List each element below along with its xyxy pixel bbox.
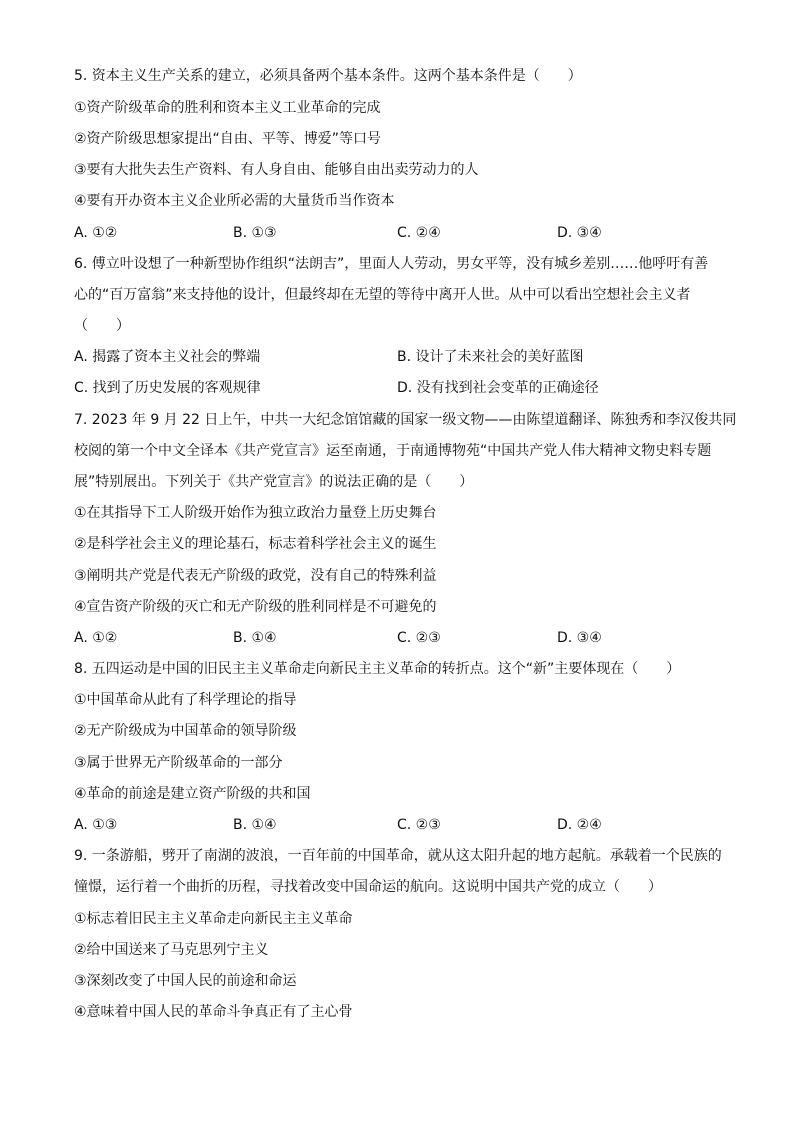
- question-7-option-c: C. ②③: [397, 630, 441, 646]
- question-9-stem-line-1: 9. 一条游船，劈开了南湖的波浪，一百年前的中国革命，就从这太阳升起的地方起航。承载着一个民族的: [74, 848, 722, 864]
- question-8-statement-4: ④革命的前途是建立资产阶级的共和国: [74, 786, 311, 802]
- question-6-stem-line-2: 心的“百万富翁”来支持他的设计，但最终却在无望的等待中离开人世。从中可以看出空想社会主义者: [74, 287, 691, 303]
- question-6-option-d: D. 没有找到社会变革的正确途径: [397, 380, 599, 396]
- question-6-stem-line-3: （ ）: [74, 318, 130, 334]
- question-7-option-b: B. ①④: [233, 630, 277, 646]
- question-9-stem-line-2: 憧憬，运行着一个曲折的历程，寻找着改变中国命运的航向。这说明中国共产党的成立（ ）: [74, 879, 662, 895]
- question-7-option-d: D. ③④: [557, 630, 602, 646]
- question-7-statement-1: ①在其指导下工人阶级开始作为独立政治力量登上历史舞台: [74, 505, 437, 521]
- question-5-option-c: C. ②④: [397, 225, 441, 241]
- question-7-statement-3: ③阐明共产党是代表无产阶级的政党，没有自己的特殊利益: [74, 568, 437, 584]
- question-9-statement-1: ①标志着旧民主主义革命走向新民主主义革命: [74, 911, 353, 927]
- question-8-statement-1: ①中国革命从此有了科学理论的指导: [74, 692, 297, 708]
- question-8-option-a: A. ①③: [74, 817, 118, 833]
- question-8-option-d: D. ②④: [557, 817, 602, 833]
- question-5-option-a: A. ①②: [74, 225, 118, 241]
- question-7-stem-line-1: 7. 2023 年 9 月 22 日上午，中共一大纪念馆馆藏的国家一级文物——由陈望道翻译、陈独秀和李汉俊共同: [74, 412, 737, 428]
- question-8-stem: 8. 五四运动是中国的旧民主主义革命走向新民主主义革命的转折点。这个“新”主要体现在（ ）: [74, 661, 681, 677]
- question-7-statement-2: ②是科学社会主义的理论基石，标志着科学社会主义的诞生: [74, 536, 437, 552]
- question-6-option-a: A. 揭露了资本主义社会的弊端: [74, 349, 261, 365]
- question-5-stem: 5. 资本主义生产关系的建立，必须具备两个基本条件。这两个基本条件是（ ）: [74, 68, 582, 84]
- question-5-statement-2: ②资产阶级思想家提出“自由、平等、博爱”等口号: [74, 131, 382, 147]
- question-5-statement-1: ①资产阶级革命的胜利和资本主义工业革命的完成: [74, 100, 381, 116]
- question-6-stem-line-1: 6. 傅立叶设想了一种新型协作组织“法朗吉”，里面人人劳动，男女平等，没有城乡差别……他呼吁有善: [74, 256, 709, 272]
- question-5-statement-4: ④要有开办资本主义企业所必需的大量货币当作资本: [74, 193, 395, 209]
- question-5-statement-3: ③要有大批失去生产资料、有人身自由、能够自由出卖劳动力的人: [74, 162, 479, 178]
- question-8-option-b: B. ①④: [233, 817, 277, 833]
- question-6-option-b: B. 设计了未来社会的美好蓝图: [397, 349, 584, 365]
- question-7-option-a: A. ①②: [74, 630, 118, 646]
- question-8-statement-3: ③属于世界无产阶级革命的一部分: [74, 755, 283, 771]
- question-9-statement-2: ②给中国送来了马克思列宁主义: [74, 942, 269, 958]
- question-9-statement-4: ④意味着中国人民的革命斗争真正有了主心骨: [74, 1004, 353, 1020]
- question-9-statement-3: ③深刻改变了中国人民的前途和命运: [74, 973, 297, 989]
- question-5-option-d: D. ③④: [557, 225, 602, 241]
- question-7-statement-4: ④宣告资产阶级的灭亡和无产阶级的胜利同样是不可避免的: [74, 599, 437, 615]
- question-8-statement-2: ②无产阶级成为中国革命的领导阶级: [74, 723, 297, 739]
- question-5-option-b: B. ①③: [233, 225, 277, 241]
- question-7-stem-line-3: 展”特别展出。下列关于《共产党宣言》的说法正确的是（ ）: [74, 474, 474, 490]
- question-6-option-c: C. 找到了历史发展的客观规律: [74, 380, 261, 396]
- question-7-stem-line-2: 校阅的第一个中文全译本《共产党宣言》运至南通，于南通博物苑“中国共产党人伟大精神文物史料专题: [74, 443, 712, 459]
- question-8-option-c: C. ②③: [397, 817, 441, 833]
